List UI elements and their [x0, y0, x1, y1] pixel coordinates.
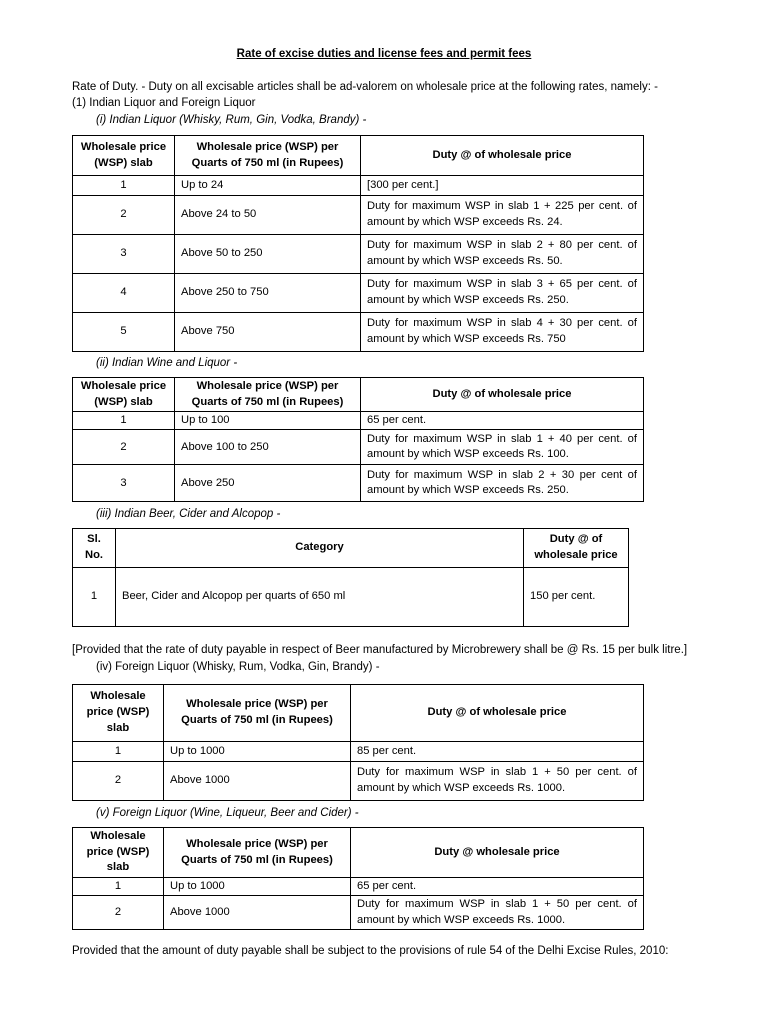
table-row: [73, 430, 644, 465]
header-cell: Wholesale price (WSP) per Quarts of 750 ml (in Rupees): [164, 828, 351, 878]
category-cell: Beer, Cider and Alcopop per quarts of 650 ml: [116, 568, 524, 627]
price-cell: Above 250: [175, 465, 361, 502]
duty-cell: Duty for maximum WSP in slab 2 + 80 per cent. of amount by which WSP exceeds Rs. 50.: [361, 235, 644, 274]
price-cell: Up to 24: [175, 176, 361, 196]
table-row: [73, 176, 644, 196]
duty-cell: 65 per cent.: [361, 412, 644, 430]
table-row: [73, 235, 644, 274]
duty-cell: 150 per cent.: [524, 568, 629, 627]
serial-cell: 1: [73, 568, 116, 627]
table-row: [73, 313, 644, 352]
duty-cell: Duty for maximum WSP in slab 4 + 30 per cent. of amount by which WSP exceeds Rs. 750: [361, 313, 644, 352]
slab-cell: 2: [73, 196, 175, 235]
header-cell: Duty @ wholesale price: [351, 828, 644, 878]
table-row: [73, 196, 644, 235]
duty-cell: 85 per cent.: [351, 742, 644, 762]
table-row: [73, 762, 644, 801]
price-cell: Up to 100: [175, 412, 361, 430]
table-caption: (iii) Indian Beer, Cider and Alcopop -: [96, 508, 281, 520]
price-cell: Up to 1000: [164, 878, 351, 896]
table-caption: (i) Indian Liquor (Whisky, Rum, Gin, Vodka, Brandy) -: [96, 114, 367, 126]
table-header-row: [73, 685, 644, 742]
duty-cell: Duty for maximum WSP in slab 3 + 65 per cent. of amount by which WSP exceeds Rs. 250.: [361, 274, 644, 313]
table-row: [73, 465, 644, 502]
microbrewery-proviso: [Provided that the rate of duty payable in respect of Beer manufactured by Microbrewery shall be @ Rs. 15 per bulk litre.]: [72, 644, 688, 656]
table-row: [73, 568, 629, 627]
price-cell: Above 250 to 750: [175, 274, 361, 313]
table-row: [73, 412, 644, 430]
duty-cell: Duty for maximum WSP in slab 1 + 225 per cent. of amount by which WSP exceeds Rs. 24.: [361, 196, 644, 235]
price-cell: Above 100 to 250: [175, 430, 361, 465]
table-caption: (ii) Indian Wine and Liquor -: [96, 357, 238, 369]
duty-cell: 65 per cent.: [351, 878, 644, 896]
price-cell: Above 24 to 50: [175, 196, 361, 235]
table-header-row: [73, 828, 644, 878]
table-header-row: [73, 136, 644, 176]
page-title: Rate of excise duties and license fees and permit fees: [236, 48, 532, 60]
price-cell: Up to 1000: [164, 742, 351, 762]
table-row: [73, 878, 644, 896]
price-cell: Above 1000: [164, 896, 351, 930]
header-cell: Wholesale price (WSP) slab: [73, 378, 175, 412]
table-header-row: [73, 529, 629, 568]
header-cell: Duty @ of wholesale price: [351, 685, 644, 742]
duty-table-indian-beer: [72, 528, 629, 627]
header-cell: Wholesale price (WSP) per Quarts of 750 ml (in Rupees): [175, 378, 361, 412]
table-row: [73, 274, 644, 313]
duty-cell: Duty for maximum WSP in slab 1 + 40 per cent. of amount by which WSP exceeds Rs. 100.: [361, 430, 644, 465]
slab-cell: 4: [73, 274, 175, 313]
table-row: [73, 742, 644, 762]
duty-cell: Duty for maximum WSP in slab 2 + 30 per cent of amount by which WSP exceeds Rs. 250.: [361, 465, 644, 502]
price-cell: Above 750: [175, 313, 361, 352]
slab-cell: 3: [73, 235, 175, 274]
slab-cell: 2: [73, 762, 164, 801]
slab-cell: 1: [73, 878, 164, 896]
header-cell: Sl. No.: [73, 529, 116, 568]
duty-table-foreign-liquor: [72, 684, 644, 801]
header-cell: Duty @ of wholesale price: [361, 378, 644, 412]
header-cell: Category: [116, 529, 524, 568]
slab-cell: 3: [73, 465, 175, 502]
price-cell: Above 1000: [164, 762, 351, 801]
price-cell: Above 50 to 250: [175, 235, 361, 274]
header-cell: Wholesale price (WSP) per Quarts of 750 ml (in Rupees): [164, 685, 351, 742]
slab-cell: 1: [73, 742, 164, 762]
header-cell: Duty @ of wholesale price: [524, 529, 629, 568]
table-header-row: [73, 378, 644, 412]
slab-cell: 1: [73, 412, 175, 430]
duty-table-foreign-wine: [72, 827, 644, 930]
slab-cell: 2: [73, 430, 175, 465]
header-cell: Wholesale price (WSP) slab: [73, 136, 175, 176]
header-cell: Duty @ of wholesale price: [361, 136, 644, 176]
duty-table-indian-wine: [72, 377, 644, 502]
header-cell: Wholesale price (WSP) slab: [73, 685, 164, 742]
duty-cell: Duty for maximum WSP in slab 1 + 50 per cent. of amount by which WSP exceeds Rs. 1000.: [351, 762, 644, 801]
table-row: [73, 896, 644, 930]
rule-54-proviso: Provided that the amount of duty payable shall be subject to the provisions of rule 54 of the Delhi Excise Rules, 2010:: [72, 945, 669, 957]
header-cell: Wholesale price (WSP) slab: [73, 828, 164, 878]
intro-paragraph: Rate of Duty. - Duty on all excisable articles shall be ad-valorem on wholesale price at the following rates, namely: -: [72, 81, 658, 93]
table-caption: (v) Foreign Liquor (Wine, Liqueur, Beer and Cider) -: [96, 807, 359, 819]
duty-cell: Duty for maximum WSP in slab 1 + 50 per cent. of amount by which WSP exceeds Rs. 1000.: [351, 896, 644, 930]
slab-cell: 1: [73, 176, 175, 196]
duty-table-indian-liquor: [72, 135, 644, 352]
section-heading: (1) Indian Liquor and Foreign Liquor: [72, 97, 256, 109]
duty-cell: [300 per cent.]: [361, 176, 644, 196]
header-cell: Wholesale price (WSP) per Quarts of 750 ml (in Rupees): [175, 136, 361, 176]
slab-cell: 2: [73, 896, 164, 930]
table-caption: (iv) Foreign Liquor (Whisky, Rum, Vodka, Gin, Brandy) -: [96, 661, 380, 673]
slab-cell: 5: [73, 313, 175, 352]
